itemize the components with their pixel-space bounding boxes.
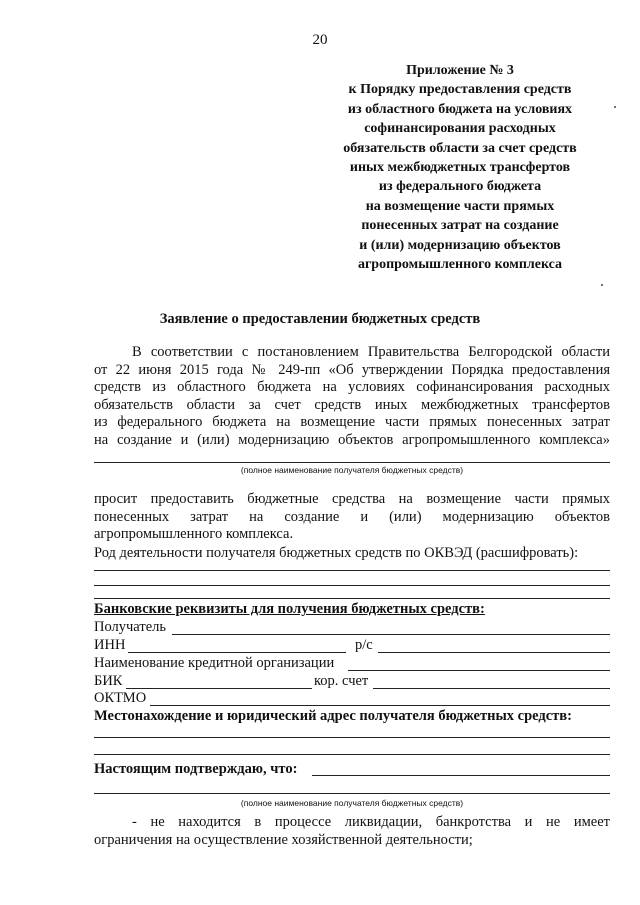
annex-line: обязательств области за счет средств — [343, 140, 577, 156]
liquidation-paragraph — [94, 814, 610, 849]
bank-name-label: Наименование кредитной организации — [94, 655, 335, 671]
confirm-label: Настоящим подтверждаю, что: — [94, 761, 298, 777]
intro-line: обязательств области за счет средств иных межбюджетных трансфертов — [94, 396, 610, 413]
annex-line: и (или) модернизацию объектов — [359, 237, 561, 253]
annex-line: из областного бюджета на условиях — [347, 101, 573, 117]
okved-line[interactable] — [94, 585, 610, 586]
annex-header — [340, 61, 580, 274]
bik-field[interactable] — [126, 688, 312, 689]
annex-line: к Порядку предоставления средств — [348, 82, 572, 98]
annex-line: агропромышленного комплекса — [357, 257, 563, 273]
intro-line: от 22 июня 2015 года № 249-пп «Об утверждении Порядка предоставления — [94, 361, 610, 378]
confirm-recipient-line[interactable] — [94, 793, 610, 794]
inn-label: ИНН — [94, 637, 126, 653]
okved-line[interactable] — [94, 570, 610, 571]
inn-field[interactable] — [128, 652, 346, 653]
account-label: р/с — [355, 637, 373, 653]
annex-line: на возмещение части прямых — [365, 198, 555, 214]
scan-speck — [601, 284, 603, 286]
intro-line: из федерального бюджета на возмещение части прямых понесенных затрат — [94, 414, 610, 430]
address-line[interactable] — [94, 754, 610, 755]
recipient-name-line[interactable] — [94, 462, 610, 463]
request-line: просит предоставить бюджетные средства на возмещение части прямых — [94, 491, 610, 507]
request-line: понесенных затрат на создание и (или) модернизацию объектов — [94, 508, 610, 525]
corr-account-label: кор. счет — [314, 673, 369, 689]
okved-label: Род деятельности получателя бюджетных средств по ОКВЭД (расшифровать): — [94, 545, 579, 561]
oktmo-label: ОКТМО — [94, 690, 147, 706]
confirm-field[interactable] — [312, 775, 610, 776]
intro-line: средств из областного бюджета на условиях софинансирования расходных — [94, 379, 610, 395]
recipient-caption: (полное наименование получателя бюджетных средств) — [240, 798, 464, 808]
intro-line: В соответствии с постановлением Правительства Белгородской области — [132, 344, 610, 360]
address-line[interactable] — [94, 737, 610, 738]
liquidation-line: - не находится в процессе ликвидации, банкротства и не имеет — [132, 814, 610, 830]
recipient-label: Получатель — [94, 619, 166, 635]
bank-name-field[interactable] — [348, 670, 610, 671]
bik-label: БИК — [94, 673, 123, 689]
recipient-field[interactable] — [172, 634, 610, 635]
oktmo-field[interactable] — [150, 705, 610, 706]
document-title: Заявление о предоставлении бюджетных средств — [159, 311, 481, 327]
request-paragraph — [94, 491, 610, 544]
corr-account-field[interactable] — [373, 688, 610, 689]
scan-speck — [614, 106, 616, 108]
okved-line[interactable] — [94, 598, 610, 599]
account-field[interactable] — [378, 652, 610, 653]
bank-heading: Банковские реквизиты для получения бюджетных средств: — [94, 601, 485, 617]
annex-line: Приложение № 3 — [406, 63, 514, 78]
annex-line: софинансирования расходных — [364, 121, 556, 137]
annex-line: из федерального бюджета — [378, 179, 542, 195]
address-heading: Местонахождение и юридический адрес получателя бюджетных средств: — [94, 708, 572, 724]
annex-line: иных межбюджетных трансфертов — [349, 160, 571, 176]
request-line: агропромышленного комплекса. — [94, 526, 294, 542]
intro-line: на создание и (или) модернизацию объектов агропромышленного комплекса» — [94, 431, 610, 448]
liquidation-line: ограничения на осуществление хозяйственной деятельности; — [94, 831, 473, 848]
annex-line: понесенных затрат на создание — [361, 218, 559, 234]
page-number: 20 — [312, 32, 328, 48]
recipient-caption: (полное наименование получателя бюджетных средств) — [240, 465, 464, 475]
intro-paragraph — [94, 344, 610, 449]
